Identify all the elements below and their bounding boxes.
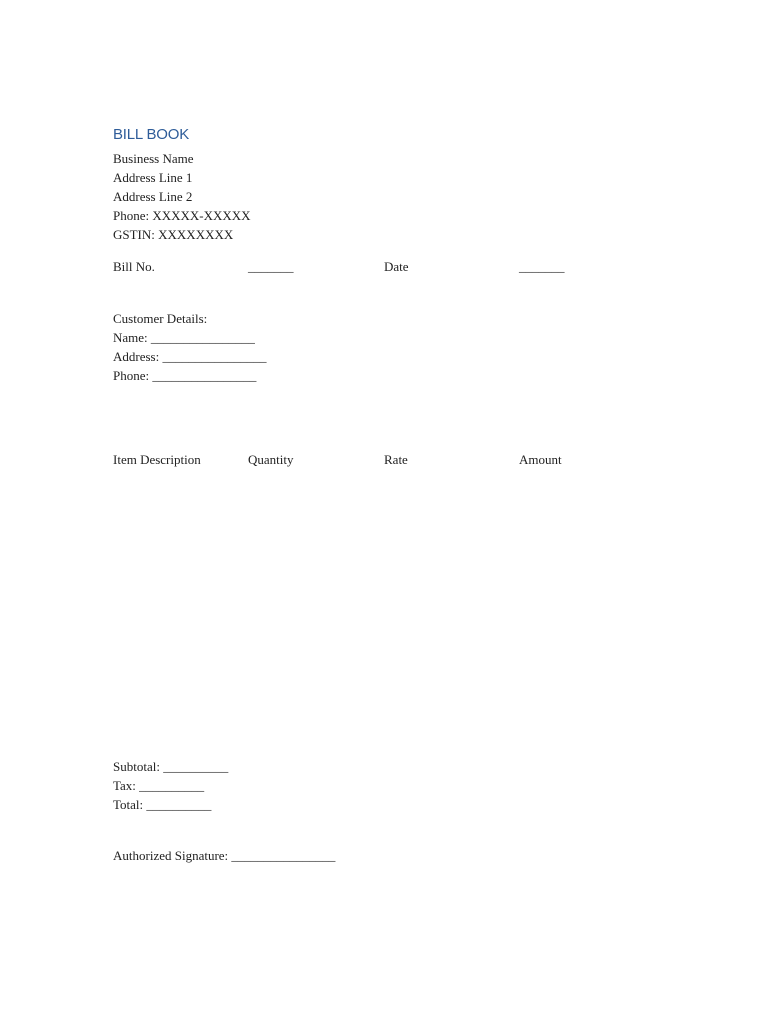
bill-no-blank: _______ bbox=[248, 259, 294, 274]
customer-name: Name: ________________ bbox=[113, 330, 255, 345]
date-label: Date bbox=[384, 259, 409, 274]
column-header-item-description: Item Description bbox=[113, 452, 201, 467]
subtotal-line: Subtotal: __________ bbox=[113, 759, 229, 774]
customer-address: Address: ________________ bbox=[113, 349, 267, 364]
date-blank: _______ bbox=[519, 259, 565, 274]
business-address-line-2: Address Line 2 bbox=[113, 189, 193, 204]
customer-phone: Phone: ________________ bbox=[113, 368, 257, 383]
bill-no-label: Bill No. bbox=[113, 259, 155, 274]
total-line: Total: __________ bbox=[113, 797, 212, 812]
customer-heading: Customer Details: bbox=[113, 311, 208, 326]
business-gstin: GSTIN: XXXXXXXX bbox=[113, 227, 234, 242]
tax-line: Tax: __________ bbox=[113, 778, 205, 793]
column-header-rate: Rate bbox=[384, 452, 408, 467]
column-header-quantity: Quantity bbox=[248, 452, 294, 467]
document-title: BILL BOOK bbox=[113, 126, 190, 143]
business-address-line-1: Address Line 1 bbox=[113, 170, 193, 185]
business-phone: Phone: XXXXX-XXXXX bbox=[113, 208, 251, 223]
column-header-amount: Amount bbox=[519, 452, 562, 467]
business-name: Business Name bbox=[113, 151, 194, 166]
authorized-signature-line: Authorized Signature: ________________ bbox=[113, 848, 336, 863]
